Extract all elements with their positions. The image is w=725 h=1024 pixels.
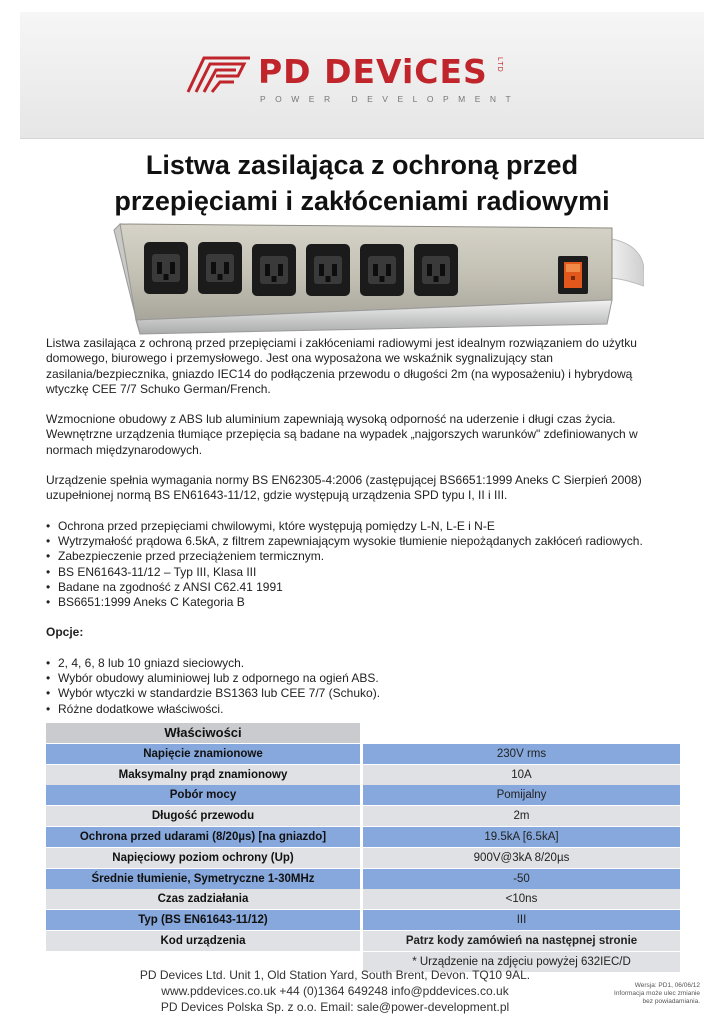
- table-heading: Właściwości: [46, 723, 360, 743]
- list-item: • Wybór wtyczki w standardzie BS1363 lub CEE 7/7 (Schuko).: [46, 686, 678, 701]
- page-header: [20, 12, 704, 139]
- company-logo: [186, 50, 526, 106]
- list-item: • 2, 4, 6, 8 lub 10 gniazd sieciowych.: [46, 656, 678, 671]
- row-label: Napięcie znamionowe: [46, 744, 360, 764]
- intro-paragraph: Listwa zasilająca z ochroną przed przepięciami i zakłóceniami radiowymi jest idealnym rozwiązaniem do użytku domowego, biurowego i przemysłowego. Jest ona wyposażona we wskaźnik sygnalizujący stan zasilania/bezpiecznika, gniazdo IEC14 do podłączenia przewodu o długości 2m (na wyposażeniu) i hybrydową wtyczkę CEE 7/7 Schuko German/French.: [46, 336, 637, 396]
- logo-ltd: LTD: [496, 57, 503, 73]
- title-line-1: Listwa zasilająca z ochroną przed: [145, 150, 579, 180]
- version-note: [596, 982, 700, 1006]
- table-row: [46, 910, 680, 930]
- list-item: • Wybór obudowy aluminiowej lub z odpornego na ogień ABS.: [46, 671, 678, 686]
- properties-table: [46, 723, 680, 972]
- table-row: [46, 744, 680, 764]
- list-item: • Wytrzymałość prądowa 6.5kA, z filtrem zapewniającym wysokie tłumienie niepożądanych zakłóceń radiowych.: [46, 534, 678, 549]
- product-photo: [92, 220, 644, 336]
- list-item: • Badane na zgodność z ANSI C62.41 1991: [46, 580, 678, 595]
- row-value: 10A: [363, 765, 680, 785]
- row-label: Maksymalny prąd znamionowy: [46, 765, 360, 785]
- logo-tagline: POWER DEVELOPMENT: [260, 94, 521, 104]
- row-label: Kod urządzenia: [46, 931, 360, 951]
- page-title: [20, 147, 704, 219]
- list-item: • Różne dodatkowe właściwości.: [46, 702, 678, 717]
- list-item: • Zabezpieczenie przed przeciążeniem termicznym.: [46, 549, 678, 564]
- table-row: [46, 765, 680, 785]
- description: [46, 336, 678, 717]
- row-value: 19.5kA [6.5kA]: [363, 827, 680, 847]
- photo-note: * Urządzenie na zdjęciu powyżej 632IEC/D: [363, 952, 680, 972]
- row-label: Napięciowy poziom ochrony (Up): [46, 848, 360, 868]
- footer-contact: www.pddevices.co.uk +44 (0)1364 649248 info@pddevices.co.uk: [161, 984, 509, 998]
- row-label: Ochrona przed udarami (8/20µs) [na gniazdo]: [46, 827, 360, 847]
- page-footer: [100, 967, 570, 1015]
- feature-list: [46, 519, 678, 611]
- table-row: [46, 785, 680, 805]
- row-value: Patrz kody zamówień na następnej stronie: [363, 931, 680, 951]
- options-heading: Opcje:: [46, 625, 84, 640]
- table-row: [46, 931, 680, 951]
- footer-polska: PD Devices Polska Sp. z o.o. Email: sale@power-development.pl: [160, 1000, 510, 1014]
- standards-paragraph: Urządzenie spełnia wymagania normy BS EN62305-4:2006 (zastępującej BS6651:1999 Aneks C Sierpień 2008) uzupełnionej normą BS EN61643-11/12, gdzie występują urządzenia SPD typu I, II i III.: [46, 473, 642, 503]
- version-disclaimer-2: bez powiadamiania.: [642, 998, 700, 1005]
- title-line-2: przepięciami i zakłóceniami radiowymi: [114, 186, 610, 216]
- row-value: 230V rms: [363, 744, 680, 764]
- row-value: 2m: [363, 806, 680, 826]
- row-label: Długość przewodu: [46, 806, 360, 826]
- row-label: Pobór mocy: [46, 785, 360, 805]
- version-line: Wersja: PD1, 06/06/12: [634, 982, 700, 989]
- table-row: [46, 848, 680, 868]
- table-row: [46, 869, 680, 889]
- table-row: [46, 806, 680, 826]
- logo-name: PD DEViCES: [258, 52, 488, 91]
- table-row: [46, 827, 680, 847]
- table-header: [46, 723, 680, 743]
- row-value: <10ns: [363, 889, 680, 909]
- housing-paragraph: Wzmocnione obudowy z ABS lub aluminium zapewniają wysoką odporność na uderzenie i długi czas życia. Wewnętrzne urządzenia tłumiące przepięcia są badane na wypadek „najgorszych warunków" zdefiniowanych w normach międzynarodowych.: [46, 412, 638, 457]
- list-item: • BS EN61643-11/12 – Typ III, Klasa III: [46, 565, 678, 580]
- document-page: [20, 12, 704, 1012]
- table-row: [46, 889, 680, 909]
- row-value: -50: [363, 869, 680, 889]
- row-value: 900V@3kA 8/20µs: [363, 848, 680, 868]
- row-label: Czas zadziałania: [46, 889, 360, 909]
- options-list: [46, 656, 678, 717]
- row-value: Pomijalny: [363, 785, 680, 805]
- version-disclaimer: Informacja może ulec zmianie: [614, 990, 700, 997]
- row-label: Typ (BS EN61643-11/12): [46, 910, 360, 930]
- footer-address: PD Devices Ltd. Unit 1, Old Station Yard, South Brent, Devon. TQ10 9AL.: [139, 968, 531, 982]
- row-label: Średnie tłumienie, Symetryczne 1-30MHz: [46, 869, 360, 889]
- list-item: • BS6651:1999 Aneks C Kategoria B: [46, 595, 678, 610]
- list-item: • Ochrona przed przepięciami chwilowymi, które występują pomiędzy L-N, L-E i N-E: [46, 519, 678, 534]
- logo-stripes-icon: [186, 54, 254, 94]
- row-value: III: [363, 910, 680, 930]
